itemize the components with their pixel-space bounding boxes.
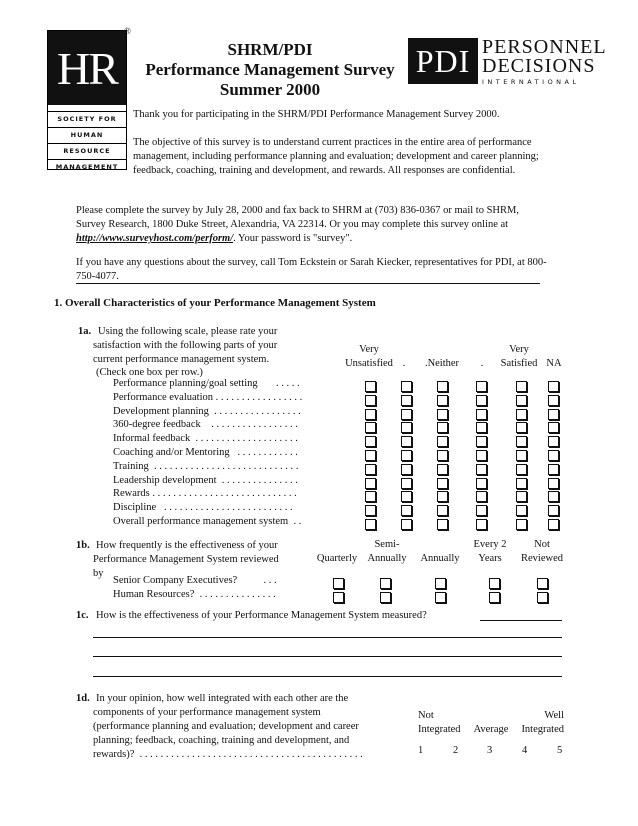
q1a-checkbox[interactable] <box>401 450 412 461</box>
q1b-question <box>96 539 316 553</box>
q1a-checkbox[interactable] <box>548 409 559 420</box>
q1a-checkbox[interactable] <box>548 381 559 392</box>
pdi-logo-words <box>482 38 607 76</box>
q1a-checkbox[interactable] <box>401 464 412 475</box>
q1a-row-label: Leadership development . . . . . . . . . . . . . . . <box>113 474 298 486</box>
registered-mark: ® <box>124 26 131 36</box>
q1a-row-label: Performance evaluation . . . . . . . . . . . . . . . . . <box>113 391 303 403</box>
q1c-answer-line[interactable] <box>93 656 562 657</box>
scale-very-satisfied: Very Satisfied <box>500 344 538 369</box>
q1a-checkbox[interactable] <box>401 381 412 392</box>
q1b-row-label: Human Resources? . . . . . . . . . . . . . . . <box>113 589 276 600</box>
q1a-checkbox[interactable] <box>548 436 559 447</box>
q1c-question: How is the effectiveness of your Performance Management System measured? <box>96 610 427 621</box>
q1b-checkbox[interactable] <box>333 578 344 589</box>
q1a-checkbox[interactable] <box>437 505 448 516</box>
thanks-text: Thank you for participating in the SHRM/PDI Performance Management Survey 2000. <box>133 109 500 120</box>
q1b-checkbox[interactable] <box>333 592 344 603</box>
divider <box>76 283 540 284</box>
q1a-row-label: Informal feedback . . . . . . . . . . . . . . . . . . . . <box>113 433 298 445</box>
q1b-checkbox[interactable] <box>537 578 548 589</box>
q1a-row-label: Performance planning/goal setting . . . . . <box>113 378 300 389</box>
q1a-checkbox[interactable] <box>401 478 412 489</box>
freq-quarterly: Quarterly <box>316 553 358 564</box>
q1a-question <box>98 325 318 339</box>
survey-title <box>130 40 410 100</box>
q1a-checkbox[interactable] <box>365 422 376 433</box>
q1b-checkbox[interactable] <box>435 578 446 589</box>
integration-well-integrated: Well Integrated <box>521 710 564 735</box>
q1b-checkbox[interactable] <box>380 592 391 603</box>
q1a-line: Using the following scale, please rate your <box>98 326 278 337</box>
pdi-word: DECISIONS <box>482 55 596 77</box>
q1b-checkbox[interactable] <box>489 578 500 589</box>
q1a-checkbox[interactable] <box>548 450 559 461</box>
q1a-checkbox[interactable] <box>476 450 487 461</box>
q1a-row-label: Discipline . . . . . . . . . . . . . . . . . . . . . . . . . <box>113 502 293 514</box>
shrm-word: HUMAN <box>48 127 126 143</box>
q1a-checkbox[interactable] <box>437 478 448 489</box>
q1c-answer-line[interactable] <box>93 676 562 677</box>
q1a-row-label: Overall performance management system . . <box>113 516 302 527</box>
q1a-checkbox[interactable] <box>365 450 376 461</box>
q1a-checkbox[interactable] <box>437 422 448 433</box>
hr-mark: HR <box>48 31 126 105</box>
q1d-line: rewards)? . . . . . . . . . . . . . . . . . . . . . . . . . . . . . . . . . . . . . . . . . . . <box>93 749 363 760</box>
q1a-checkbox[interactable] <box>516 491 527 502</box>
shrm-logo-words <box>48 111 126 175</box>
section-1-heading: 1. Overall Characteristics of your Performance Management System <box>54 297 376 309</box>
q1a-row-label: Training . . . . . . . . . . . . . . . . . . . . . . . . . . . . <box>113 460 299 472</box>
q1d-line: In your opinion, how well integrated with each other are the <box>96 693 349 704</box>
pdi-logo-international: INTERNATIONAL <box>482 78 580 86</box>
q1d-line: planning; feedback, coaching, training and development, and <box>93 735 350 746</box>
q1a-checkbox[interactable] <box>516 478 527 489</box>
q1a-checkbox[interactable] <box>516 450 527 461</box>
q1a-row-label: 360-degree feedback . . . . . . . . . . . . . . . . . <box>113 419 298 431</box>
integration-option-4[interactable]: 4 <box>522 745 528 756</box>
q1a-checkbox[interactable] <box>516 519 527 530</box>
q1a-checkbox[interactable] <box>476 409 487 420</box>
integration-average: Average <box>473 724 509 735</box>
q1a-checkbox[interactable] <box>437 381 448 392</box>
q1c-answer-line[interactable] <box>480 620 562 621</box>
q1a-checkbox[interactable] <box>548 478 559 489</box>
q1a-checkbox[interactable] <box>437 409 448 420</box>
q1a-checkbox[interactable] <box>476 436 487 447</box>
objective-text: The objective of this survey is to understand current practices in the entire area of performance management, including performance planning and evaluation; development and career planning; feedback, coaching, training and development, and rewards. All responses are confidential. <box>133 137 539 176</box>
q1a-checkbox[interactable] <box>401 505 412 516</box>
q1b-checkbox[interactable] <box>380 578 391 589</box>
q1a-line: current performance management system. <box>93 354 270 365</box>
q1a-checkbox[interactable] <box>365 381 376 392</box>
q1a-number: 1a. <box>78 326 92 337</box>
q1a-row-label: Development planning . . . . . . . . . . . . . . . . . <box>113 405 301 417</box>
q1b-line: Performance Management System reviewed <box>93 554 279 565</box>
q1a-checkbox[interactable] <box>548 422 559 433</box>
q1a-checkbox[interactable] <box>401 491 412 502</box>
instructions-after: . Your password is "survey". <box>233 233 353 244</box>
q1b-checkbox[interactable] <box>537 592 548 603</box>
q1a-checkbox[interactable] <box>548 395 559 406</box>
q1a-checkbox[interactable] <box>437 436 448 447</box>
q1a-checkbox[interactable] <box>516 505 527 516</box>
q1a-checkbox[interactable] <box>516 409 527 420</box>
q1a-checkbox[interactable] <box>516 422 527 433</box>
q1d-line: components of your performance management system <box>93 707 321 718</box>
pdi-word: PERSONNEL <box>482 36 607 58</box>
title-line-1: SHRM/PDI <box>227 40 313 59</box>
q1b-line: by <box>93 568 104 579</box>
q1a-checkbox[interactable] <box>516 464 527 475</box>
q1a-checkbox[interactable] <box>365 505 376 516</box>
q1b-checkbox[interactable] <box>435 592 446 603</box>
freq-annually: Annually <box>420 553 460 564</box>
integration-option-5[interactable]: 5 <box>557 745 563 756</box>
integration-option-3[interactable]: 3 <box>487 745 493 756</box>
q1a-question-cont <box>93 339 323 367</box>
scale-dot: . <box>480 358 484 369</box>
q1d-line: (performance planning and evaluation; development and career <box>93 721 359 732</box>
q1a-checkbox[interactable] <box>516 436 527 447</box>
q1a-checkbox[interactable] <box>365 395 376 406</box>
q1a-checkbox[interactable] <box>476 395 487 406</box>
integration-option-1[interactable]: 1 <box>418 745 424 756</box>
q1a-checkbox[interactable] <box>437 464 448 475</box>
pdi-logo-mark: PDI <box>408 38 478 84</box>
q1a-checkbox[interactable] <box>401 409 412 420</box>
survey-url-link[interactable]: http://www.surveyhost.com/perform/ <box>76 233 234 244</box>
q1c-answer-line[interactable] <box>93 637 562 638</box>
q1a-line: satisfaction with the following parts of your <box>93 340 278 351</box>
q1a-checkbox[interactable] <box>476 464 487 475</box>
q1b-checkbox[interactable] <box>489 592 500 603</box>
q1b-number: 1b. <box>76 540 90 551</box>
scale-na: NA <box>546 358 562 369</box>
scale-dot: . <box>402 358 406 369</box>
q1a-checkbox[interactable] <box>516 381 527 392</box>
q1a-checkbox[interactable] <box>437 491 448 502</box>
q1a-row-label: Coaching and/or Mentoring . . . . . . . . . . . . <box>113 447 298 458</box>
q1a-checkbox[interactable] <box>437 395 448 406</box>
q1d-number: 1d. <box>76 693 90 704</box>
q1a-checkbox[interactable] <box>365 436 376 447</box>
instructions-before: Please complete the survey by July 28, 2000 and fax back to SHRM at (703) 836-0367 or mail to SHRM, Survey Research, 1800 Duke Street, Alexandria, VA 22314. Or you may complete this survey online at <box>76 205 519 230</box>
shrm-word: SOCIETY FOR <box>48 111 126 127</box>
q1a-checkbox[interactable] <box>548 519 559 530</box>
q1b-line: How frequently is the effectiveness of your <box>96 540 278 551</box>
q1a-checkbox[interactable] <box>516 395 527 406</box>
q1a-checkbox[interactable] <box>476 519 487 530</box>
q1a-checkbox[interactable] <box>365 478 376 489</box>
q1a-checkbox[interactable] <box>365 464 376 475</box>
q1a-checkbox[interactable] <box>476 491 487 502</box>
q1d-question <box>96 692 406 706</box>
q1a-checkbox[interactable] <box>401 395 412 406</box>
title-line-3: Summer 2000 <box>219 80 321 99</box>
q1a-checkbox[interactable] <box>365 519 376 530</box>
scale-very-unsatisfied: Very Unsatisfied <box>345 344 393 369</box>
q1a-checkbox[interactable] <box>365 491 376 502</box>
q1a-checkbox[interactable] <box>401 422 412 433</box>
q1a-note: (Check one box per row.) <box>96 367 203 378</box>
q1a-row-label: Rewards . . . . . . . . . . . . . . . . . . . . . . . . . . . . <box>113 488 297 500</box>
q1a-checkbox[interactable] <box>401 519 412 530</box>
q1a-checkbox[interactable] <box>401 436 412 447</box>
q1a-checkbox[interactable] <box>548 491 559 502</box>
q1a-checkbox[interactable] <box>365 409 376 420</box>
q1a-checkbox[interactable] <box>476 478 487 489</box>
integration-not-integrated: Not Integrated <box>418 710 461 735</box>
shrm-word: MANAGEMENT <box>48 159 126 175</box>
q1c-number: 1c. <box>76 610 89 621</box>
freq-not-reviewed: Not Reviewed <box>521 539 563 564</box>
q1a-checkbox[interactable] <box>476 381 487 392</box>
shrm-logo <box>47 30 127 170</box>
q1a-checkbox[interactable] <box>437 519 448 530</box>
q1d-question-cont <box>93 706 413 762</box>
q1a-checkbox[interactable] <box>548 505 559 516</box>
q1a-checkbox[interactable] <box>476 505 487 516</box>
q1b-row-label: Senior Company Executives? . . . <box>113 575 277 586</box>
scale-neither: .Neither <box>424 358 460 369</box>
instructions-text <box>76 204 550 246</box>
q1a-checkbox[interactable] <box>476 422 487 433</box>
q1a-checkbox[interactable] <box>548 464 559 475</box>
title-line-2: Performance Management Survey <box>145 60 395 79</box>
integration-option-2[interactable]: 2 <box>453 745 459 756</box>
contact-text: If you have any questions about the survey, call Tom Eckstein or Sarah Kiecker, representatives for PDI, at 800-750-4077. <box>76 257 547 282</box>
freq-semi-annually: Semi- Annually <box>367 539 407 564</box>
shrm-word: RESOURCE <box>48 143 126 159</box>
q1a-checkbox[interactable] <box>437 450 448 461</box>
freq-every-2-years: Every 2 Years <box>473 539 507 564</box>
